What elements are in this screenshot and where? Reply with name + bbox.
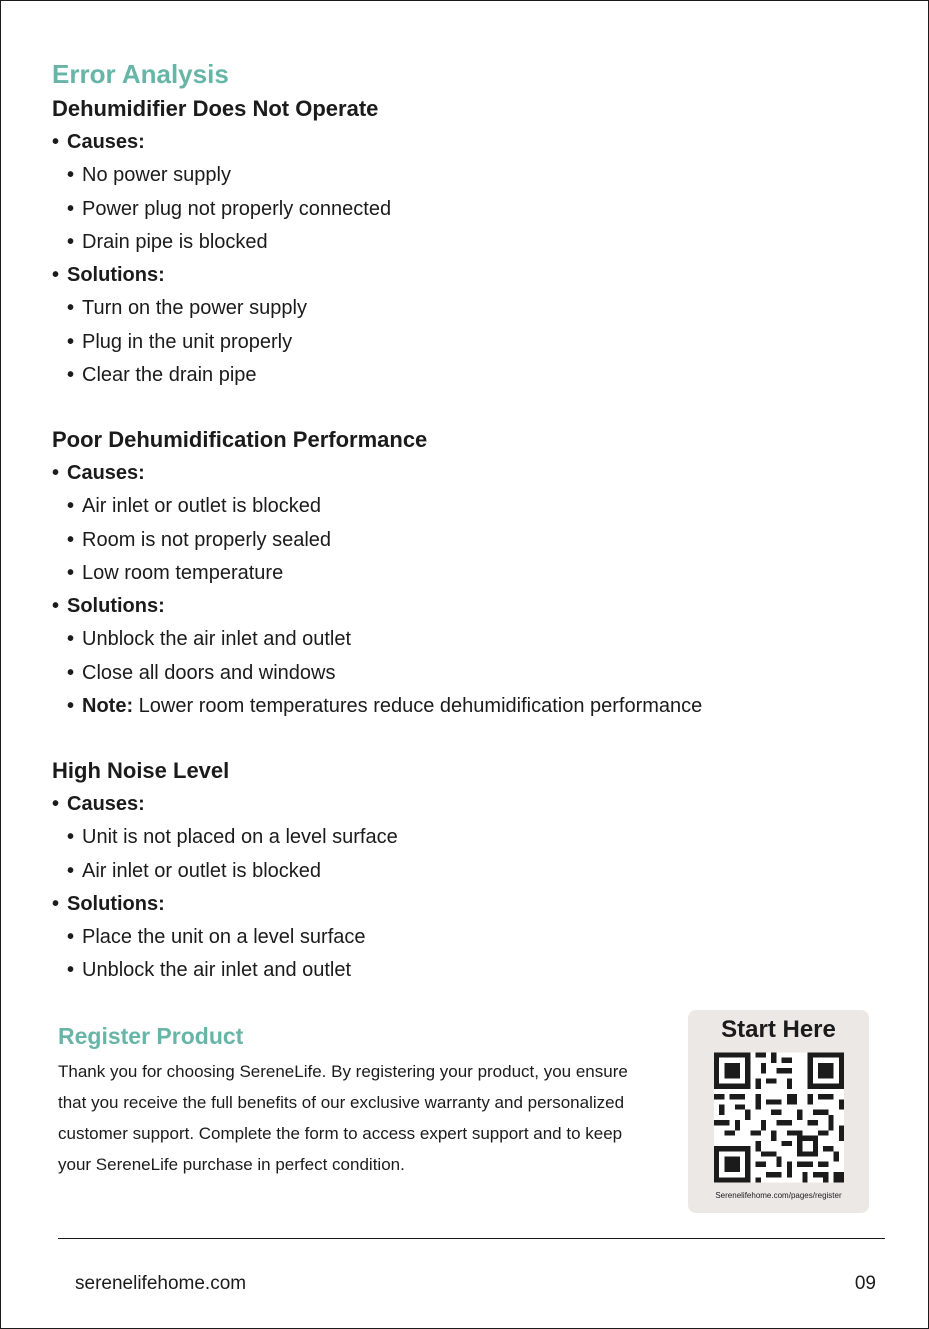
bullet-icon: • [67, 230, 75, 253]
list-item: • Air inlet or outlet is blocked [52, 855, 398, 888]
section-does-not-operate [52, 92, 391, 392]
bullet-icon: • [67, 197, 75, 220]
section-heading: High Noise Level [52, 758, 230, 783]
section-heading: Dehumidifier Does Not Operate [52, 96, 379, 121]
footer-site: serenelifehome.com [75, 1273, 247, 1294]
qr-url: Serenelifehome.com/pages/register [715, 1191, 842, 1200]
solutions-label: • Solutions: [52, 259, 391, 292]
bullet-icon: • [67, 628, 75, 651]
note-text: Lower room temperatures reduce dehumidification performance [138, 695, 703, 718]
bullet-icon: • [52, 462, 60, 484]
qr-code-icon[interactable] [714, 1050, 844, 1185]
bullet-icon: • [52, 264, 60, 287]
causes-label: • Causes: [52, 126, 391, 159]
bullet-icon: • [67, 164, 75, 187]
list-item: • Air inlet or outlet is blocked [52, 490, 702, 523]
bullet-icon: • [67, 926, 75, 949]
list-item: • Clear the drain pipe [52, 359, 391, 392]
bullet-icon: • [67, 528, 75, 551]
register-heading: Register Product [58, 1023, 244, 1049]
bullet-icon: • [67, 859, 75, 882]
list-item: • Low room temperature [52, 557, 702, 590]
note-item [52, 690, 702, 723]
list-item: • Turn on the power supply [52, 292, 391, 325]
bullet-icon: • [67, 959, 75, 982]
list-item: • Unblock the air inlet and outlet [52, 954, 398, 987]
causes-label: • Causes: [52, 457, 702, 490]
section-high-noise [52, 754, 398, 988]
list-item: • Place the unit on a level surface [52, 921, 398, 954]
list-item: • Unit is not placed on a level surface [52, 821, 398, 854]
bullet-icon: • [67, 364, 75, 387]
bullet-icon: • [67, 661, 75, 684]
footer-divider [58, 1238, 885, 1239]
bullet-icon: • [52, 892, 60, 915]
list-item: • Power plug not properly connected [52, 193, 391, 226]
qr-title: Start Here [721, 1016, 836, 1043]
causes-label: • Causes: [52, 788, 398, 821]
list-item: • Room is not properly sealed [52, 524, 702, 557]
list-item: • Plug in the unit properly [52, 326, 391, 359]
bullet-icon: • [52, 595, 60, 618]
note-label: Note: [82, 695, 134, 718]
bullet-icon: • [52, 131, 60, 153]
solutions-label: • Solutions: [52, 888, 398, 921]
register-product-block [58, 1023, 658, 1180]
bullet-icon: • [67, 330, 75, 353]
page-title: Error Analysis [52, 59, 229, 89]
bullet-icon: • [67, 695, 75, 718]
bullet-icon: • [67, 495, 75, 518]
list-item: • Close all doors and windows [52, 657, 702, 690]
list-item: • Drain pipe is blocked [52, 226, 391, 259]
page-number: 09 [854, 1273, 876, 1294]
list-item: • No power supply [52, 159, 391, 192]
bullet-icon: • [67, 826, 75, 849]
section-poor-performance [52, 423, 702, 723]
solutions-label: • Solutions: [52, 590, 702, 623]
qr-card[interactable] [688, 1010, 869, 1213]
bullet-icon: • [67, 297, 75, 320]
register-body: Thank you for choosing SereneLife. By registering your product, you ensure that you receive the full benefits of our exclusive warranty and personalized customer support. Complete the form to access expert support and to keep your SereneLife purchase in perfect condition. [58, 1062, 628, 1174]
section-heading: Poor Dehumidification Performance [52, 427, 428, 452]
bullet-icon: • [52, 793, 60, 815]
bullet-icon: • [67, 561, 75, 584]
list-item: • Unblock the air inlet and outlet [52, 623, 702, 656]
